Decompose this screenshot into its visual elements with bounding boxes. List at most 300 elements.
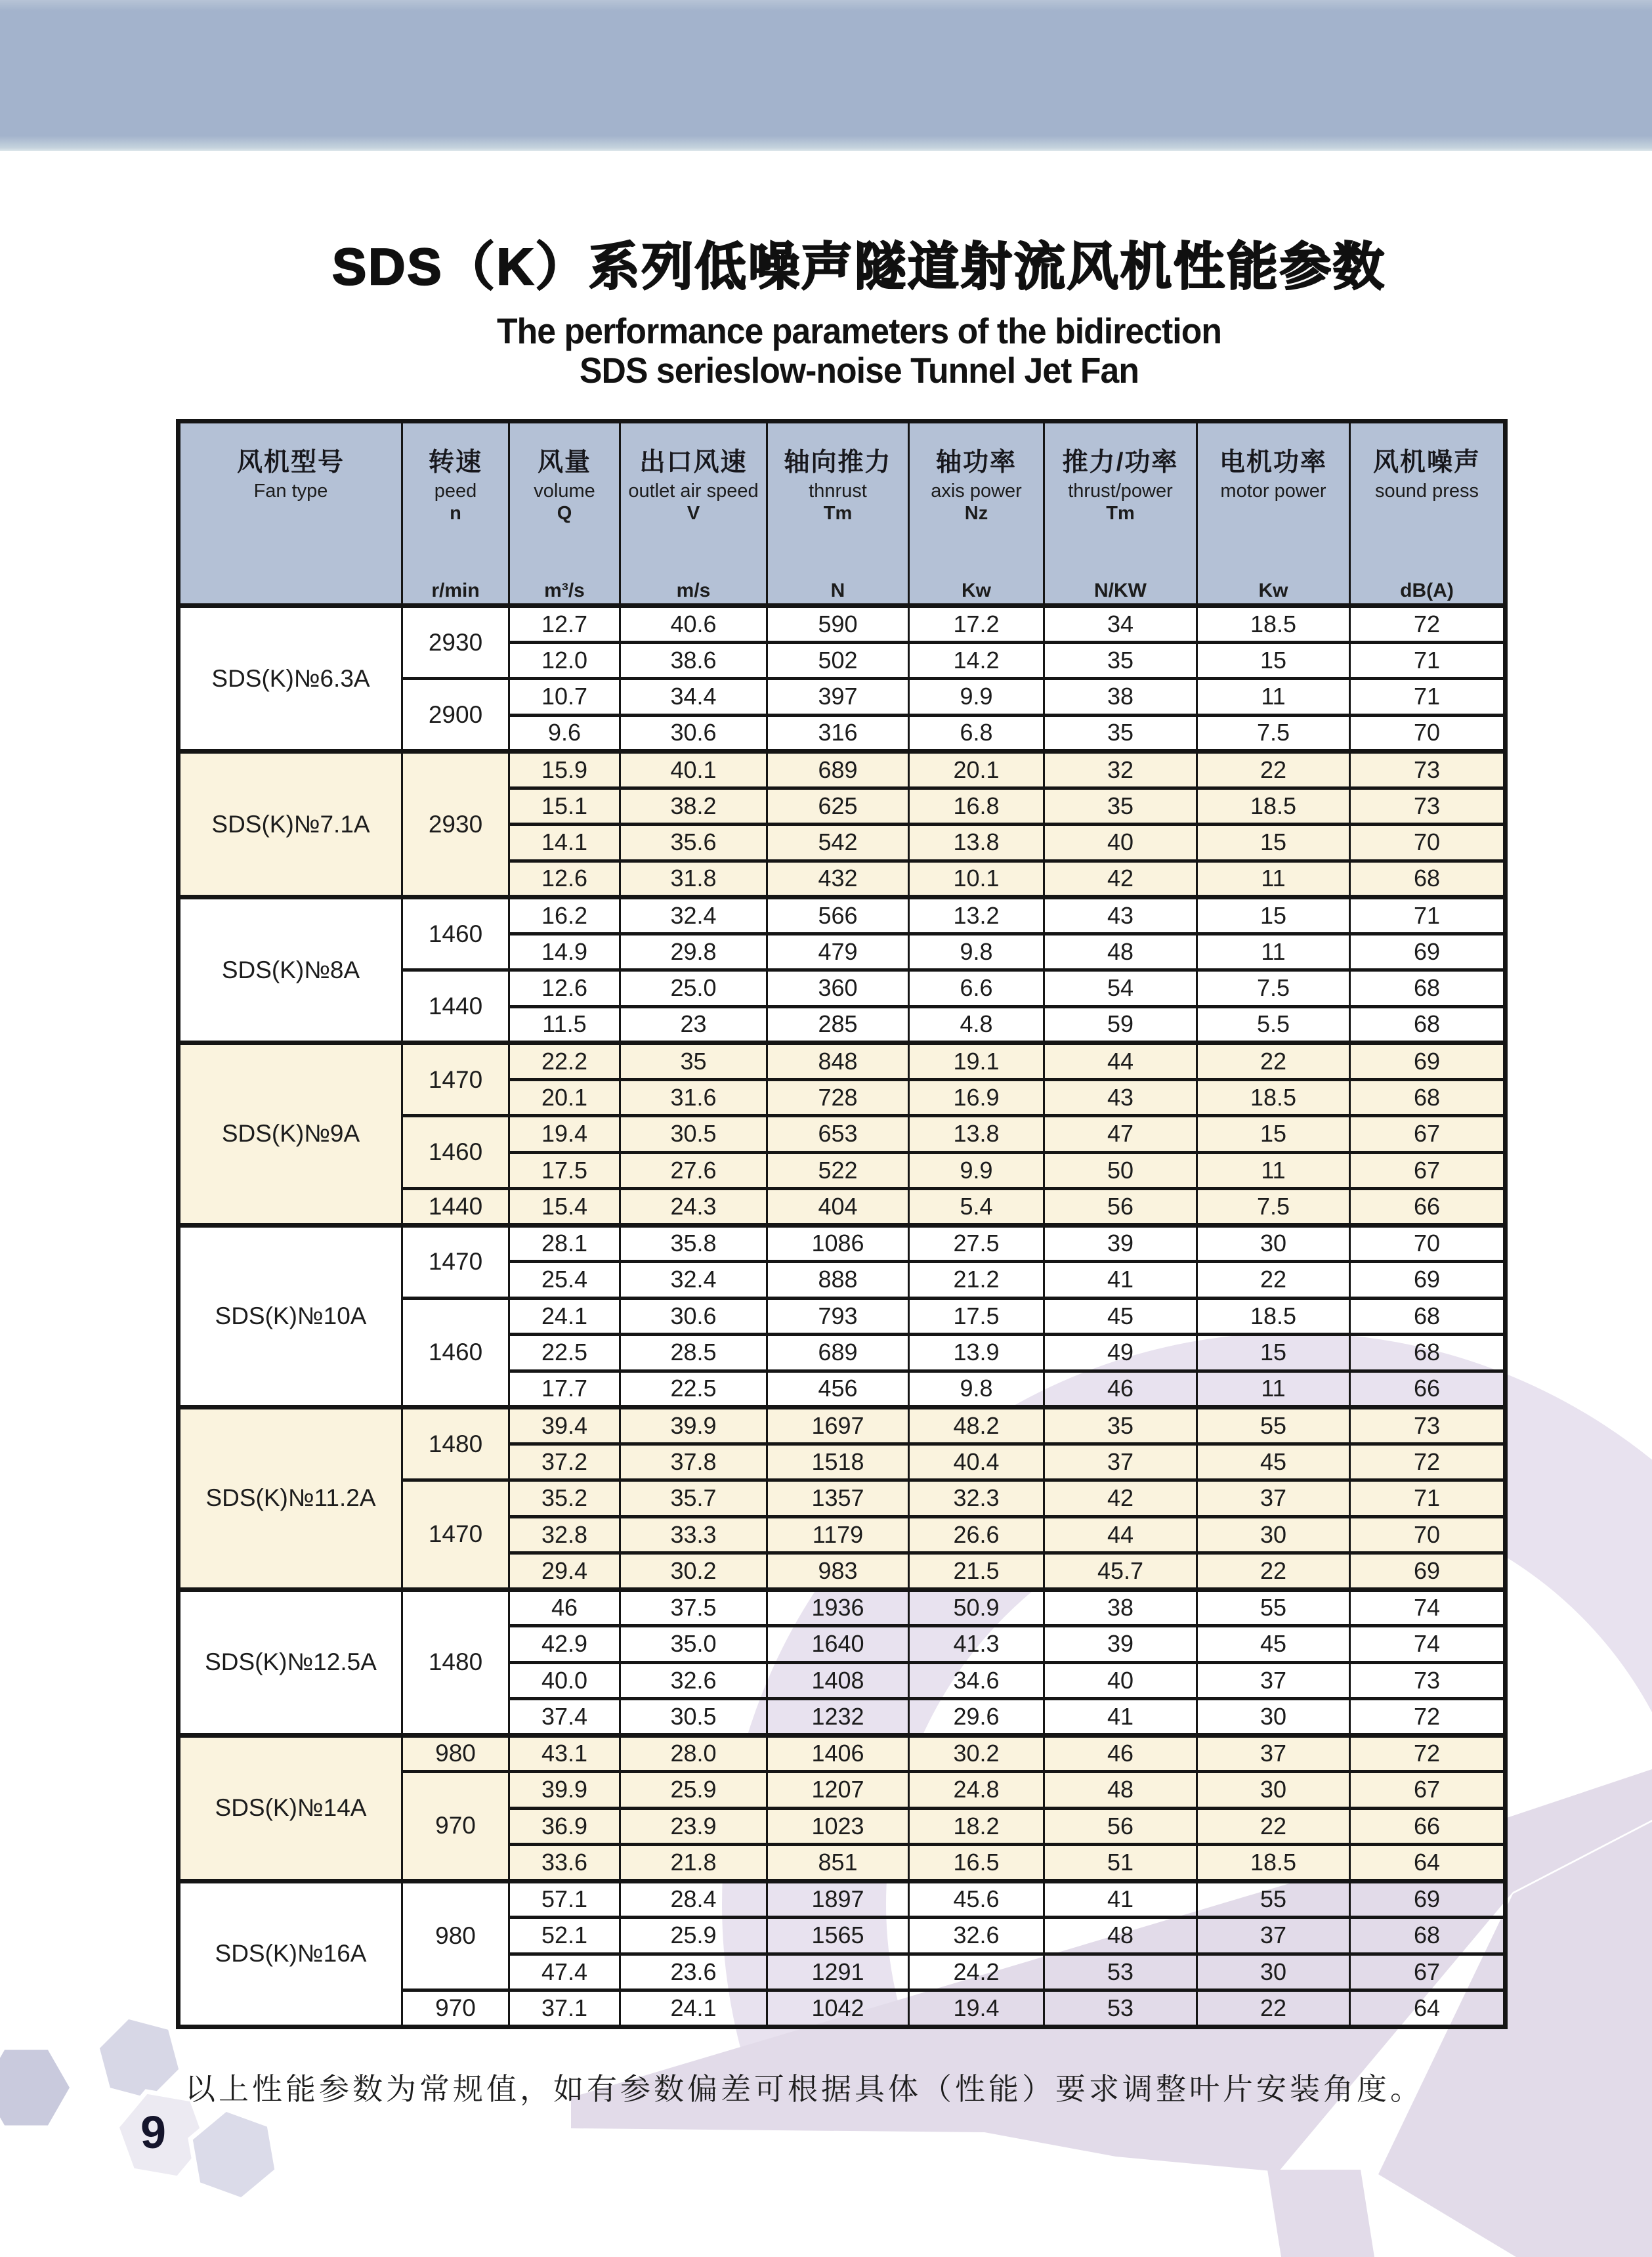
model-cell: SDS(K)№12.5A: [179, 1589, 402, 1735]
value-cell: 37.8: [620, 1444, 767, 1480]
value-cell: 7.5: [1197, 970, 1350, 1007]
value-cell: 35: [1044, 715, 1197, 752]
value-cell: 14.9: [509, 934, 620, 970]
value-cell: 22: [1197, 1043, 1350, 1080]
value-cell: 21.2: [909, 1262, 1044, 1299]
value-cell: 1936: [767, 1589, 909, 1626]
value-cell: 19.4: [509, 1116, 620, 1153]
value-cell: 68: [1350, 1298, 1506, 1335]
col-header-unit: N/KW: [1094, 580, 1147, 601]
col-header-symbol: Tm: [823, 503, 853, 525]
value-cell: 70: [1350, 825, 1506, 861]
value-cell: 851: [767, 1845, 909, 1881]
value-cell: 49: [1044, 1335, 1197, 1371]
value-cell: 9.9: [909, 679, 1044, 716]
value-cell: 456: [767, 1371, 909, 1408]
value-cell: 35.7: [620, 1480, 767, 1517]
value-cell: 13.9: [909, 1335, 1044, 1371]
value-cell: 11: [1197, 934, 1350, 970]
value-cell: 45: [1197, 1626, 1350, 1663]
value-cell: 67: [1350, 1152, 1506, 1189]
value-cell: 1518: [767, 1444, 909, 1480]
value-cell: 16.2: [509, 897, 620, 934]
value-cell: 18.2: [909, 1808, 1044, 1845]
value-cell: 30.5: [620, 1699, 767, 1736]
col-header-unit: N: [830, 580, 845, 601]
value-cell: 10.7: [509, 679, 620, 716]
value-cell: 68: [1350, 970, 1506, 1007]
value-cell: 15: [1197, 1335, 1350, 1371]
speed-cell: 1460: [402, 897, 509, 970]
col-header-8: [1350, 421, 1506, 606]
value-cell: 69: [1350, 1553, 1506, 1590]
table-row: [179, 606, 1506, 643]
value-cell: 14.1: [509, 825, 620, 861]
value-cell: 25.9: [620, 1772, 767, 1809]
value-cell: 68: [1350, 1918, 1506, 1954]
value-cell: 37: [1197, 1480, 1350, 1517]
model-cell: SDS(K)№9A: [179, 1043, 402, 1226]
page-title-english-line1: The performance parameters of the bidirection: [496, 310, 1221, 351]
value-cell: 51: [1044, 1845, 1197, 1881]
value-cell: 316: [767, 715, 909, 752]
col-header-6: [1044, 421, 1197, 606]
value-cell: 728: [767, 1079, 909, 1116]
value-cell: 28.4: [620, 1881, 767, 1918]
value-cell: 46: [1044, 1371, 1197, 1408]
value-cell: 32: [1044, 752, 1197, 788]
value-cell: 72: [1350, 1699, 1506, 1736]
value-cell: 55: [1197, 1589, 1350, 1626]
hexagon-bottom: [190, 2109, 277, 2200]
value-cell: 48: [1044, 934, 1197, 970]
value-cell: 40: [1044, 825, 1197, 861]
speed-cell: 970: [402, 1772, 509, 1881]
value-cell: 22: [1197, 752, 1350, 788]
value-cell: 67: [1350, 1954, 1506, 1990]
value-cell: 360: [767, 970, 909, 1007]
value-cell: 59: [1044, 1006, 1197, 1043]
value-cell: 1042: [767, 1990, 909, 2027]
value-cell: 9.9: [909, 1152, 1044, 1189]
speed-cell: 1440: [402, 1189, 509, 1226]
value-cell: 15.4: [509, 1189, 620, 1226]
value-cell: 73: [1350, 1662, 1506, 1699]
value-cell: 404: [767, 1189, 909, 1226]
value-cell: 653: [767, 1116, 909, 1153]
value-cell: 11: [1197, 861, 1350, 897]
value-cell: 52.1: [509, 1918, 620, 1954]
value-cell: 39.4: [509, 1408, 620, 1444]
model-cell: SDS(K)№6.3A: [179, 606, 402, 752]
speed-cell: 1460: [402, 1298, 509, 1408]
col-header-zh: 电机功率: [1219, 448, 1327, 477]
value-cell: 22.5: [620, 1371, 767, 1408]
value-cell: 27.5: [909, 1225, 1044, 1262]
value-cell: 9.6: [509, 715, 620, 752]
value-cell: 71: [1350, 897, 1506, 934]
value-cell: 72: [1350, 606, 1506, 643]
value-cell: 11: [1197, 679, 1350, 716]
value-cell: 71: [1350, 642, 1506, 679]
value-cell: 28.1: [509, 1225, 620, 1262]
col-header-en: sound press: [1375, 480, 1479, 502]
value-cell: 28.5: [620, 1335, 767, 1371]
value-cell: 39.9: [509, 1772, 620, 1809]
value-cell: 37.5: [620, 1589, 767, 1626]
value-cell: 29.4: [509, 1553, 620, 1590]
value-cell: 26.6: [909, 1516, 1044, 1553]
value-cell: 35.0: [620, 1626, 767, 1663]
value-cell: 285: [767, 1006, 909, 1043]
value-cell: 22: [1197, 1553, 1350, 1590]
value-cell: 689: [767, 752, 909, 788]
value-cell: 17.5: [909, 1298, 1044, 1335]
col-header-symbol: n: [450, 503, 461, 525]
value-cell: 53: [1044, 1990, 1197, 2027]
value-cell: 25.4: [509, 1262, 620, 1299]
value-cell: 25.9: [620, 1918, 767, 1954]
speed-cell: 1470: [402, 1480, 509, 1590]
value-cell: 72: [1350, 1735, 1506, 1772]
value-cell: 74: [1350, 1626, 1506, 1663]
value-cell: 45.6: [909, 1881, 1044, 1918]
value-cell: 18.5: [1197, 1845, 1350, 1881]
page-header: [186, 240, 1532, 391]
speed-cell: 1460: [402, 1116, 509, 1189]
model-cell: SDS(K)№10A: [179, 1225, 402, 1408]
value-cell: 11: [1197, 1371, 1350, 1408]
value-cell: 50.9: [909, 1589, 1044, 1626]
value-cell: 25.0: [620, 970, 767, 1007]
value-cell: 10.1: [909, 861, 1044, 897]
col-header-1: [402, 421, 509, 606]
value-cell: 4.8: [909, 1006, 1044, 1043]
value-cell: 33.3: [620, 1516, 767, 1553]
value-cell: 16.5: [909, 1845, 1044, 1881]
value-cell: 73: [1350, 788, 1506, 825]
value-cell: 1406: [767, 1735, 909, 1772]
value-cell: 50: [1044, 1152, 1197, 1189]
page-title-chinese: SDS（K）系列低噪声隧道射流风机性能参数: [332, 238, 1386, 295]
value-cell: 16.9: [909, 1079, 1044, 1116]
value-cell: 44: [1044, 1043, 1197, 1080]
value-cell: 23.6: [620, 1954, 767, 1990]
model-cell: SDS(K)№16A: [179, 1881, 402, 2027]
value-cell: 30: [1197, 1225, 1350, 1262]
value-cell: 41: [1044, 1262, 1197, 1299]
page-title-english: [227, 311, 1492, 391]
col-header-zh: 风量: [537, 448, 591, 477]
value-cell: 29.8: [620, 934, 767, 970]
value-cell: 39: [1044, 1225, 1197, 1262]
col-header-zh: 轴功率: [935, 448, 1017, 477]
value-cell: 30.2: [909, 1735, 1044, 1772]
value-cell: 23.9: [620, 1808, 767, 1845]
col-header-0: [179, 421, 402, 606]
value-cell: 1232: [767, 1699, 909, 1736]
value-cell: 70: [1350, 1516, 1506, 1553]
value-cell: 32.4: [620, 1262, 767, 1299]
col-header-en: thnrust: [809, 480, 867, 502]
value-cell: 42: [1044, 861, 1197, 897]
value-cell: 35: [1044, 642, 1197, 679]
value-cell: 11.5: [509, 1006, 620, 1043]
value-cell: 43.1: [509, 1735, 620, 1772]
value-cell: 1086: [767, 1225, 909, 1262]
speed-cell: 1470: [402, 1225, 509, 1298]
value-cell: 22: [1197, 1990, 1350, 2027]
value-cell: 66: [1350, 1371, 1506, 1408]
value-cell: 7.5: [1197, 1189, 1350, 1226]
speed-cell: 970: [402, 1990, 509, 2027]
value-cell: 22: [1197, 1262, 1350, 1299]
value-cell: 38.6: [620, 642, 767, 679]
value-cell: 1023: [767, 1808, 909, 1845]
value-cell: 42: [1044, 1480, 1197, 1517]
speed-cell: 1440: [402, 970, 509, 1043]
value-cell: 12.6: [509, 970, 620, 1007]
value-cell: 19.1: [909, 1043, 1044, 1080]
value-cell: 68: [1350, 1079, 1506, 1116]
speed-cell: 980: [402, 1881, 509, 1990]
value-cell: 66: [1350, 1189, 1506, 1226]
value-cell: 18.5: [1197, 1079, 1350, 1116]
value-cell: 70: [1350, 715, 1506, 752]
col-header-5: [909, 421, 1044, 606]
value-cell: 43: [1044, 897, 1197, 934]
value-cell: 28.0: [620, 1735, 767, 1772]
value-cell: 1640: [767, 1626, 909, 1663]
header-row: [179, 421, 1506, 606]
value-cell: 45: [1197, 1444, 1350, 1480]
col-header-symbol: V: [687, 503, 700, 525]
value-cell: 40: [1044, 1662, 1197, 1699]
value-cell: 71: [1350, 679, 1506, 716]
col-header-zh: 推力/功率: [1062, 448, 1179, 477]
col-header-en: thrust/power: [1068, 480, 1173, 502]
value-cell: 888: [767, 1262, 909, 1299]
value-cell: 9.8: [909, 1371, 1044, 1408]
value-cell: 69: [1350, 1881, 1506, 1918]
value-cell: 7.5: [1197, 715, 1350, 752]
value-cell: 34: [1044, 606, 1197, 643]
model-cell: SDS(K)№7.1A: [179, 752, 402, 897]
value-cell: 17.7: [509, 1371, 620, 1408]
col-header-symbol: Tm: [1106, 503, 1135, 525]
value-cell: 18.5: [1197, 1298, 1350, 1335]
value-cell: 625: [767, 788, 909, 825]
value-cell: 848: [767, 1043, 909, 1080]
value-cell: 22.2: [509, 1043, 620, 1080]
value-cell: 30.6: [620, 1298, 767, 1335]
value-cell: 16.8: [909, 788, 1044, 825]
value-cell: 53: [1044, 1954, 1197, 1990]
hexagon-top: [97, 2017, 181, 2101]
value-cell: 27.6: [620, 1152, 767, 1189]
value-cell: 793: [767, 1298, 909, 1335]
value-cell: 69: [1350, 1262, 1506, 1299]
table-row: [179, 1589, 1506, 1626]
col-header-zh: 风机型号: [236, 448, 345, 477]
value-cell: 29.6: [909, 1699, 1044, 1736]
value-cell: 6.6: [909, 970, 1044, 1007]
value-cell: 1291: [767, 1954, 909, 1990]
value-cell: 68: [1350, 1335, 1506, 1371]
value-cell: 13.8: [909, 1116, 1044, 1153]
col-header-symbol: Nz: [964, 503, 988, 525]
value-cell: 32.8: [509, 1516, 620, 1553]
value-cell: 432: [767, 861, 909, 897]
value-cell: 15: [1197, 897, 1350, 934]
value-cell: 14.2: [909, 642, 1044, 679]
value-cell: 1697: [767, 1408, 909, 1444]
value-cell: 21.8: [620, 1845, 767, 1881]
col-header-en: motor power: [1220, 480, 1326, 502]
value-cell: 522: [767, 1152, 909, 1189]
value-cell: 11: [1197, 1152, 1350, 1189]
value-cell: 12.7: [509, 606, 620, 643]
spec-table: [176, 419, 1508, 2029]
speed-cell: 2900: [402, 679, 509, 752]
value-cell: 23: [620, 1006, 767, 1043]
value-cell: 1408: [767, 1662, 909, 1699]
value-cell: 35: [620, 1043, 767, 1080]
value-cell: 34.6: [909, 1662, 1044, 1699]
footer-note: 以上性能参数为常规值，如有参数偏差可根据具体（性能）要求调整叶片安装角度。: [185, 2071, 1424, 2107]
value-cell: 22: [1197, 1808, 1350, 1845]
value-cell: 18.5: [1197, 788, 1350, 825]
value-cell: 37: [1197, 1918, 1350, 1954]
value-cell: 397: [767, 679, 909, 716]
value-cell: 32.6: [620, 1662, 767, 1699]
col-header-unit: dB(A): [1400, 580, 1454, 601]
value-cell: 55: [1197, 1881, 1350, 1918]
col-header-zh: 风机噪声: [1372, 448, 1481, 477]
value-cell: 37.1: [509, 1990, 620, 2027]
col-header-unit: m/s: [676, 580, 711, 601]
value-cell: 1565: [767, 1918, 909, 1954]
value-cell: 24.3: [620, 1189, 767, 1226]
value-cell: 39.9: [620, 1408, 767, 1444]
value-cell: 39: [1044, 1626, 1197, 1663]
value-cell: 542: [767, 825, 909, 861]
value-cell: 38: [1044, 679, 1197, 716]
page-title-english-line2: SDS serieslow-noise Tunnel Jet Fan: [580, 350, 1139, 391]
value-cell: 37.2: [509, 1444, 620, 1480]
col-header-zh: 出口风速: [639, 448, 748, 477]
value-cell: 72: [1350, 1444, 1506, 1480]
value-cell: 46: [509, 1589, 620, 1626]
value-cell: 15.9: [509, 752, 620, 788]
value-cell: 40.1: [620, 752, 767, 788]
value-cell: 24.1: [620, 1990, 767, 2027]
value-cell: 32.3: [909, 1480, 1044, 1517]
value-cell: 35.8: [620, 1225, 767, 1262]
value-cell: 12.0: [509, 642, 620, 679]
speed-cell: 1480: [402, 1408, 509, 1480]
value-cell: 37: [1197, 1662, 1350, 1699]
value-cell: 19.4: [909, 1990, 1044, 2027]
value-cell: 74: [1350, 1589, 1506, 1626]
value-cell: 56: [1044, 1189, 1197, 1226]
value-cell: 57.1: [509, 1881, 620, 1918]
value-cell: 35.6: [620, 825, 767, 861]
col-header-unit: Kw: [962, 580, 991, 601]
value-cell: 30.2: [620, 1553, 767, 1590]
value-cell: 73: [1350, 1408, 1506, 1444]
value-cell: 30.5: [620, 1116, 767, 1153]
speed-cell: 2930: [402, 606, 509, 679]
hexagon-edge: [0, 2048, 72, 2128]
col-header-unit: m³/s: [544, 580, 585, 601]
table-row: [179, 1735, 1506, 1772]
value-cell: 43: [1044, 1079, 1197, 1116]
value-cell: 67: [1350, 1772, 1506, 1809]
value-cell: 38.2: [620, 788, 767, 825]
value-cell: 42.9: [509, 1626, 620, 1663]
speed-cell: 2930: [402, 752, 509, 897]
table-row: [179, 1881, 1506, 1918]
value-cell: 5.5: [1197, 1006, 1350, 1043]
col-header-en: volume: [534, 480, 595, 502]
value-cell: 40.0: [509, 1662, 620, 1699]
value-cell: 45: [1044, 1298, 1197, 1335]
value-cell: 17.2: [909, 606, 1044, 643]
value-cell: 24.2: [909, 1954, 1044, 1990]
value-cell: 67: [1350, 1116, 1506, 1153]
value-cell: 15: [1197, 1116, 1350, 1153]
value-cell: 70: [1350, 1225, 1506, 1262]
value-cell: 64: [1350, 1990, 1506, 2027]
value-cell: 69: [1350, 1043, 1506, 1080]
value-cell: 37.4: [509, 1699, 620, 1736]
value-cell: 20.1: [909, 752, 1044, 788]
value-cell: 41: [1044, 1881, 1197, 1918]
col-header-zh: 轴向推力: [784, 448, 892, 477]
page-number: 9: [140, 2107, 166, 2158]
col-header-en: outlet air speed: [628, 480, 759, 502]
table-row: [179, 752, 1506, 788]
col-header-3: [620, 421, 767, 606]
value-cell: 24.8: [909, 1772, 1044, 1809]
value-cell: 64: [1350, 1845, 1506, 1881]
value-cell: 15: [1197, 825, 1350, 861]
value-cell: 1897: [767, 1881, 909, 1918]
col-header-unit: Kw: [1258, 580, 1288, 601]
value-cell: 1207: [767, 1772, 909, 1809]
col-header-4: [767, 421, 909, 606]
value-cell: 40.4: [909, 1444, 1044, 1480]
value-cell: 15: [1197, 642, 1350, 679]
value-cell: 47.4: [509, 1954, 620, 1990]
value-cell: 73: [1350, 752, 1506, 788]
model-cell: SDS(K)№14A: [179, 1735, 402, 1881]
value-cell: 68: [1350, 861, 1506, 897]
value-cell: 9.8: [909, 934, 1044, 970]
value-cell: 37: [1044, 1444, 1197, 1480]
value-cell: 32.6: [909, 1918, 1044, 1954]
value-cell: 35: [1044, 1408, 1197, 1444]
value-cell: 31.6: [620, 1079, 767, 1116]
value-cell: 44: [1044, 1516, 1197, 1553]
value-cell: 479: [767, 934, 909, 970]
value-cell: 33.6: [509, 1845, 620, 1881]
value-cell: 69: [1350, 934, 1506, 970]
value-cell: 32.4: [620, 897, 767, 934]
top-color-band: [0, 0, 1652, 151]
value-cell: 17.5: [509, 1152, 620, 1189]
